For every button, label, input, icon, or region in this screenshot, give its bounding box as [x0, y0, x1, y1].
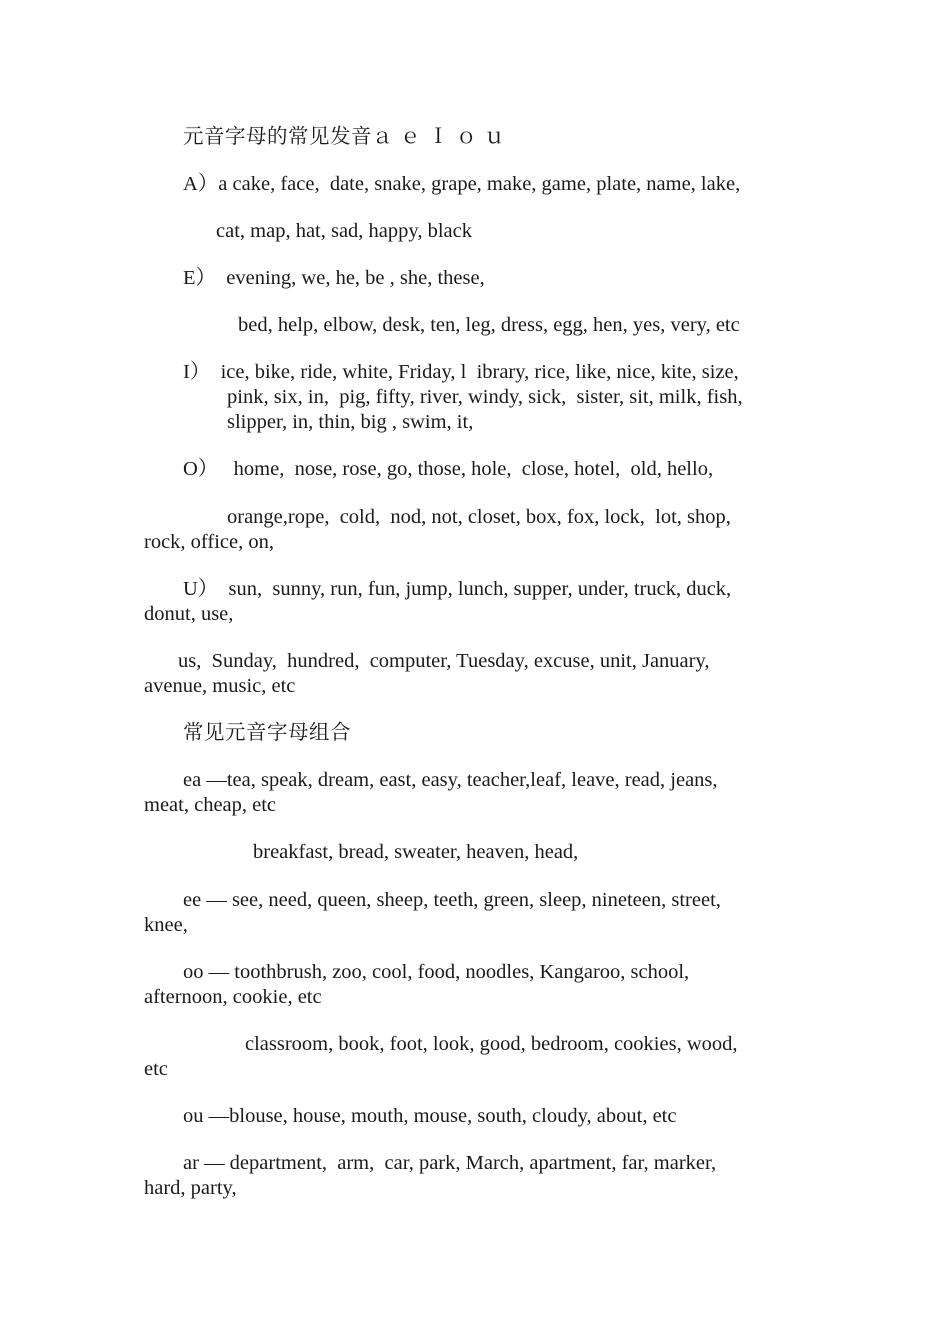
ar-line-2: hard, party,	[144, 1177, 237, 1199]
i-line-3: slipper, in, thin, big , swim, it,	[227, 411, 474, 433]
oo-line-2: afternoon, cookie, etc	[144, 986, 322, 1008]
e-line-1: E） evening, we, he, be , she, these,	[183, 267, 485, 289]
u-line-1: U） sun, sunny, run, fun, jump, lunch, supper, under, truck, duck,	[183, 578, 732, 600]
vowel-heading-letters: ａ ｅ Ｉ ｏ ｕ	[372, 124, 506, 148]
ou-line-1: ou —blouse, house, mouth, mouse, south, cloudy, about, etc	[183, 1105, 677, 1127]
ee-line-1: ee — see, need, queen, sheep, teeth, green, sleep, nineteen, street,	[183, 889, 721, 911]
a-line-1: A）a cake, face, date, snake, grape, make, game, plate, name, lake,	[183, 173, 741, 195]
i-line-1: I） ice, bike, ride, white, Friday, l ibrary, rice, like, nice, kite, size,	[183, 361, 739, 383]
vowel-heading	[183, 124, 505, 150]
o-line-1: O） home, nose, rose, go, those, hole, close, hotel, old, hello,	[183, 458, 714, 480]
o-line-3: rock, office, on,	[144, 531, 274, 553]
ea-line-2: meat, cheap, etc	[144, 794, 277, 816]
u-line-4: avenue, music, etc	[144, 675, 296, 697]
oo-line-4: etc	[144, 1058, 168, 1080]
ea-line-1: ea —tea, speak, dream, east, easy, teacher,leaf, leave, read, jeans,	[183, 769, 718, 791]
ar-line-1: ar — department, arm, car, park, March, apartment, far, marker,	[183, 1152, 717, 1174]
i-line-2: pink, six, in, pig, fifty, river, windy, sick, sister, sit, milk, fish,	[227, 386, 743, 408]
ee-line-2: knee,	[144, 914, 188, 936]
a-line-2: cat, map, hat, sad, happy, black	[216, 220, 472, 242]
oo-line-3: classroom, book, foot, look, good, bedroom, cookies, wood,	[245, 1033, 738, 1055]
combo-heading: 常见元音字母组合	[183, 720, 351, 744]
oo-line-1: oo — toothbrush, zoo, cool, food, noodles, Kangaroo, school,	[183, 961, 690, 983]
ea-line-3: breakfast, bread, sweater, heaven, head,	[253, 841, 579, 863]
u-line-2: donut, use,	[144, 603, 234, 625]
vowel-heading-label: 元音字母的常见发音	[183, 124, 372, 148]
o-line-2: orange,rope, cold, nod, not, closet, box, fox, lock, lot, shop,	[227, 506, 731, 528]
u-line-3: us, Sunday, hundred, computer, Tuesday, excuse, unit, January,	[178, 650, 710, 672]
e-line-2: bed, help, elbow, desk, ten, leg, dress, egg, hen, yes, very, etc	[238, 314, 740, 336]
